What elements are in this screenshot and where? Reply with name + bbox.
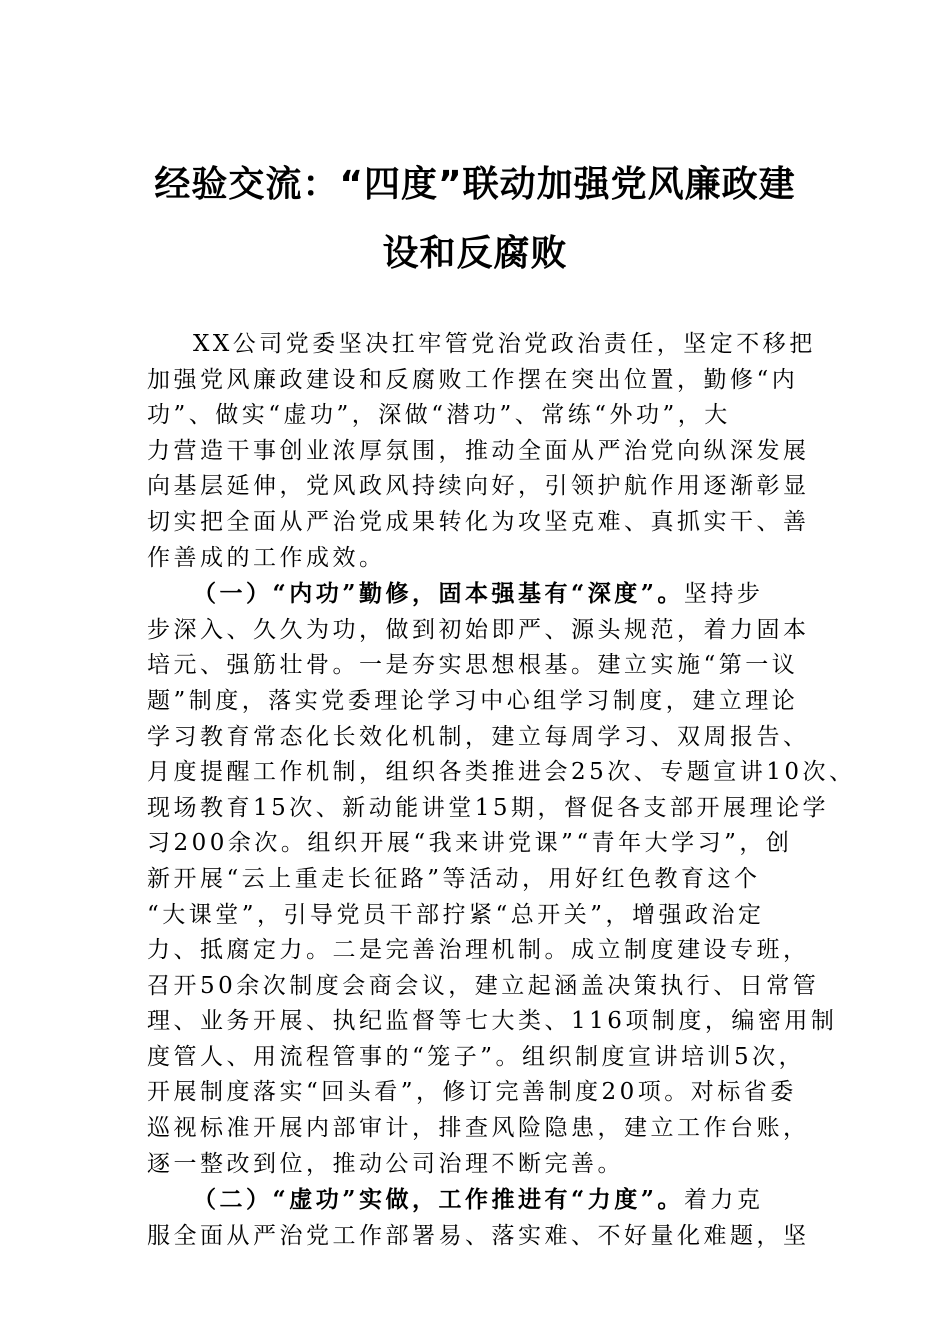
text-line: 习200余次。组织开展“我来讲党课”“青年大学习”，创	[147, 830, 793, 857]
document-body	[147, 327, 856, 1254]
section-1-heading: （一）“内功”勤修，固本强基有“深度”。	[193, 580, 684, 608]
intro-paragraph	[147, 327, 827, 576]
text-line: 功”、做实“虚功”，深做“潜功”、常练“外功”，大	[147, 402, 731, 429]
text-line: 度管人、用流程管事的“笼子”。组织制度宣讲培训5次，	[147, 1043, 806, 1070]
text-line: 逐一整改到位，推动公司治理不断完善。	[147, 1150, 624, 1177]
section-1-first-text: 坚持步	[683, 581, 764, 608]
text-line: 月度提醒工作机制，组织各类推进会25次、专题宣讲10次、	[147, 759, 856, 786]
section-2-first-text: 着力克	[683, 1187, 764, 1214]
text-line: 现场教育15次、新动能讲堂15期，督促各支部开展理论学	[147, 794, 830, 821]
text-line: 理、业务开展、执纪监督等七大类、116项制度，编密用制	[147, 1008, 838, 1035]
text-line: 加强党风廉政建设和反腐败工作摆在突出位置，勤修“内	[147, 366, 799, 393]
text-line: 作善成的工作成效。	[147, 544, 386, 571]
section-1-paragraph	[147, 576, 856, 1182]
text-line: 巡视标准开展内部审计，排查风险隐患，建立工作台账，	[147, 1115, 810, 1142]
text-line	[147, 1182, 827, 1219]
text-line: 学习教育常态化长效化机制，建立每周学习、双周报告、	[147, 723, 810, 750]
text-line: 力营造干事创业浓厚氛围，推动全面从严治党向纵深发展	[147, 437, 810, 464]
text-line: 向基层延伸，党风政风持续向好，引领护航作用逐渐彰显	[147, 473, 810, 500]
text-line: 切实把全面从严治党成果转化为攻坚克难、真抓实干、善	[147, 508, 810, 535]
document-title-line-2: 设和反腐败	[382, 233, 568, 274]
text-line: 服全面从严治党工作部署易、落实难、不好量化难题，坚	[147, 1222, 810, 1249]
section-2-paragraph	[147, 1182, 827, 1254]
text-line: 题”制度，落实党委理论学习中心组学习制度，建立理论	[147, 687, 799, 714]
text-line: 培元、强筋壮骨。一是夯实思想根基。建立实施“第一议	[147, 652, 799, 679]
section-2-heading: （二）“虚功”实做，工作推进有“力度”。	[193, 1186, 684, 1214]
text-line: 开展制度落实“回头看”，修订完善制度20项。对标省委	[147, 1079, 797, 1106]
text-line: XX公司党委坚决扛牢管党治党政治责任，坚定不移把	[193, 331, 816, 357]
text-line	[147, 576, 827, 613]
text-line: 新开展“云上重走长征路”等活动，用好红色教育这个	[147, 865, 761, 892]
text-line: 步深入、久久为功，做到初始即严、源头规范，着力固本	[147, 616, 810, 643]
document-title-line-1: 经验交流：“四度”联动加强党风廉政建	[154, 164, 796, 205]
text-line: 力、抵腐定力。二是完善治理机制。成立制度建设专班，	[147, 937, 810, 964]
text-line: “大课堂”，引导党员干部拧紧“总开关”，增强政治定	[147, 901, 765, 928]
text-line: 召开50余次制度会商会议，建立起涵盖决策执行、日常管	[147, 972, 820, 999]
